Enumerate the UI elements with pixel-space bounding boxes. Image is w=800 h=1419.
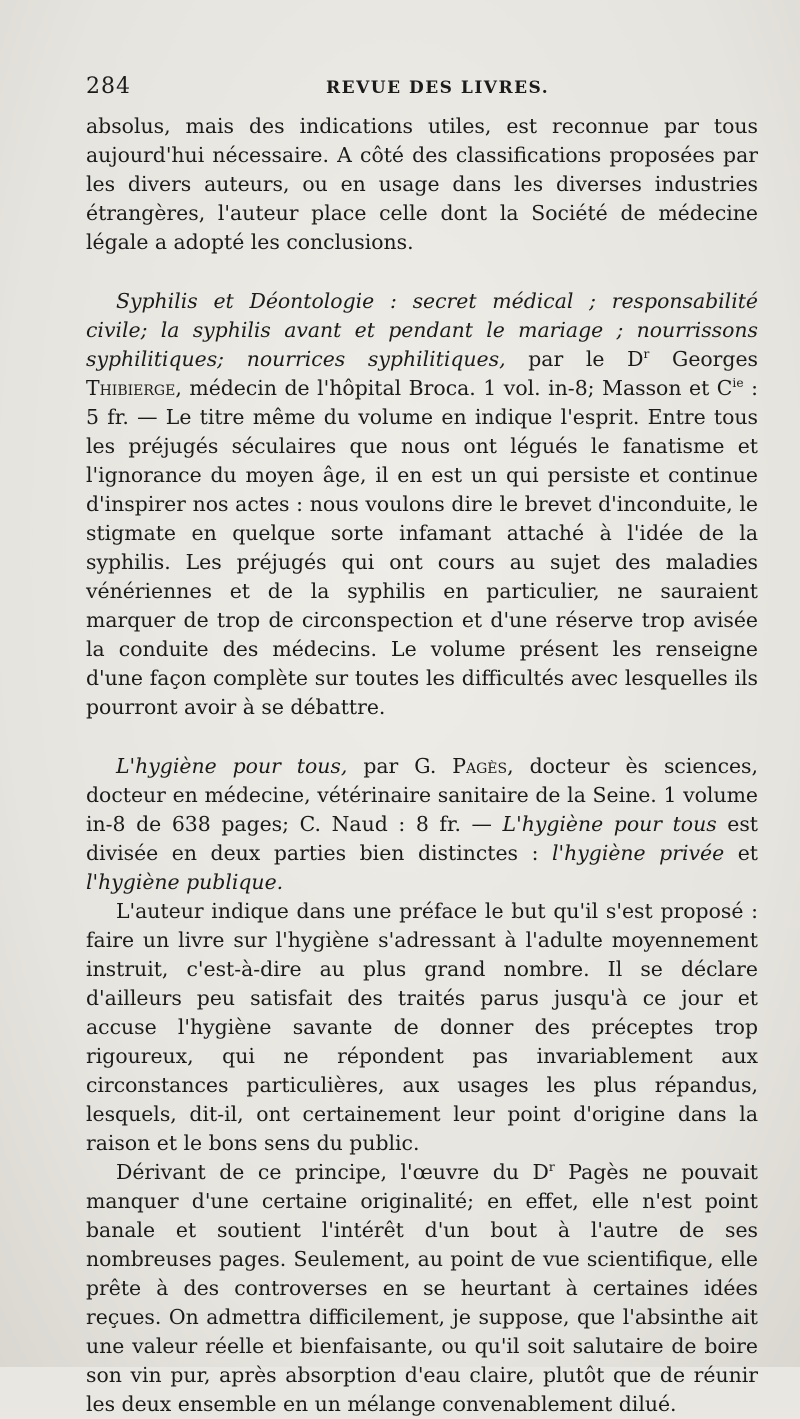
- review-thibierge: Syphilis et Déontologie : secret médical ; responsabilité civile; la syphilis avant et pendant le mariage ; nourrissons syphilitiques; nourrices syphilitiques, par le $D^r$ Georges Thibierge, médecin de l'hôpital Broca. 1 vol. in-8; Masson et $C^{ie}$ : 5 fr. — Le titre même du volume en indique l'esprit. Entre tous les préjugés séculaires que nous ont légués le fanatisme et l'ignorance du moyen âge, il en est un qui persiste et continue d'inspirer nos actes : nous voulons dire le brevet d'inconduite, le stigmate en quelque sorte infamant attaché à l'idée de la syphilis. Les préjugés qui ont cours au sujet des maladies vénériennes et de la syphilis en particulier, ne sauraient marquer de trop de circonspection et d'une réserve trop avisée la conduite des médecins. Le volume présent les renseigne d'une façon complète sur toutes les difficultés avec lesquelles ils pourront avoir à se débattre.: [86, 289, 759, 719]
- running-head: REVUE DES LIVRES.: [326, 78, 550, 98]
- paragraph: L'auteur indique dans une préface le but qu'il s'est proposé : faire un livre sur l'hygiène s'adressant à l'adulte moyennement instruit, c'est-à-dire au plus grand nombre. Il se déclare d'ailleurs peu satisfait des traités parus jusqu'à ce jour et accuse l'hygiène savante de donner des préceptes trop rigoureux, qui ne répondent pas invariablement aux circonstances particulières, aux usages les plus répandus, lesquels, dit-il, ont certainement leur point d'origine dans la raison et le bons sens du public.: [86, 899, 758, 1155]
- review-body: : 5 fr. — Le titre même du volume en indique l'esprit. Entre tous les préjugés séculaires que nous ont légués le fanatisme et l'ignorance du moyen âge, il en est un qui persiste et continue d'inspirer nos actes : nous voulons dire le brevet d'inconduite, le stigmate en quelque sorte infamant attaché à l'idée de la syphilis. Les préjugés qui ont cours au sujet des maladies vénériennes et de la syphilis en particulier, ne sauraient marquer de trop de circonspection et d'une réserve trop avisée la conduite des médecins. Le volume présent les renseigne d'une façon complète sur toutes les difficultés avec lesquelles ils pourront avoir à se débattre.: [86, 376, 758, 719]
- paragraph: Dérivant de ce principe, l'œuvre du $D^r$ Pagès ne pouvait manquer d'une certaine originalité; en effet, elle n'est point banale et soutient l'intérêt d'un bout à l'autre de ses nombreuses pages. Seulement, au point de vue scientifique, elle prête à des controverses en se heurtant à certaines idées reçues. On admettra difficilement, je suppose, que l'absinthe ait une valeur réelle et bienfaisante, ou qu'il soit salutaire de boire son vin pur, après absorption d'eau claire, plutôt que de réunir les deux ensemble en un mélange convenablement dilué.: [86, 1160, 759, 1416]
- book-title: Syphilis et Déontologie : secret médical ; responsabilité civile; la syphilis avant et pendant le mariage ; nourrissons syphilitiques; nourrices syphilitiques,: [86, 289, 758, 371]
- book-title: L'hygiène pour tous,: [116, 754, 348, 778]
- page-number: 284: [86, 74, 131, 99]
- page-content: [86, 112, 758, 1419]
- author-name: Thibierge: [86, 376, 176, 400]
- page-header: [86, 74, 760, 108]
- review-pages: L'hygiène pour tous, par G. Pagès, docteur ès sciences, docteur en médecine, vétérinaire sanitaire de la Seine. 1 volume in-8 de 638 pages; C. Naud : 8 fr. — L'hygiène pour tous est divisée en deux parties bien distinctes : l'hygiène privée et l'hygiène publique.: [86, 754, 758, 894]
- paragraph-continuation: absolus, mais des indications utiles, est reconnue par tous aujourd'hui nécessaire. A côté des classifications proposées par les divers auteurs, ou en usage dans les diverses industries étrangères, l'auteur place celle dont la Société de médecine légale a adopté les conclusions.: [86, 114, 758, 254]
- author-name: Pagès: [452, 754, 508, 778]
